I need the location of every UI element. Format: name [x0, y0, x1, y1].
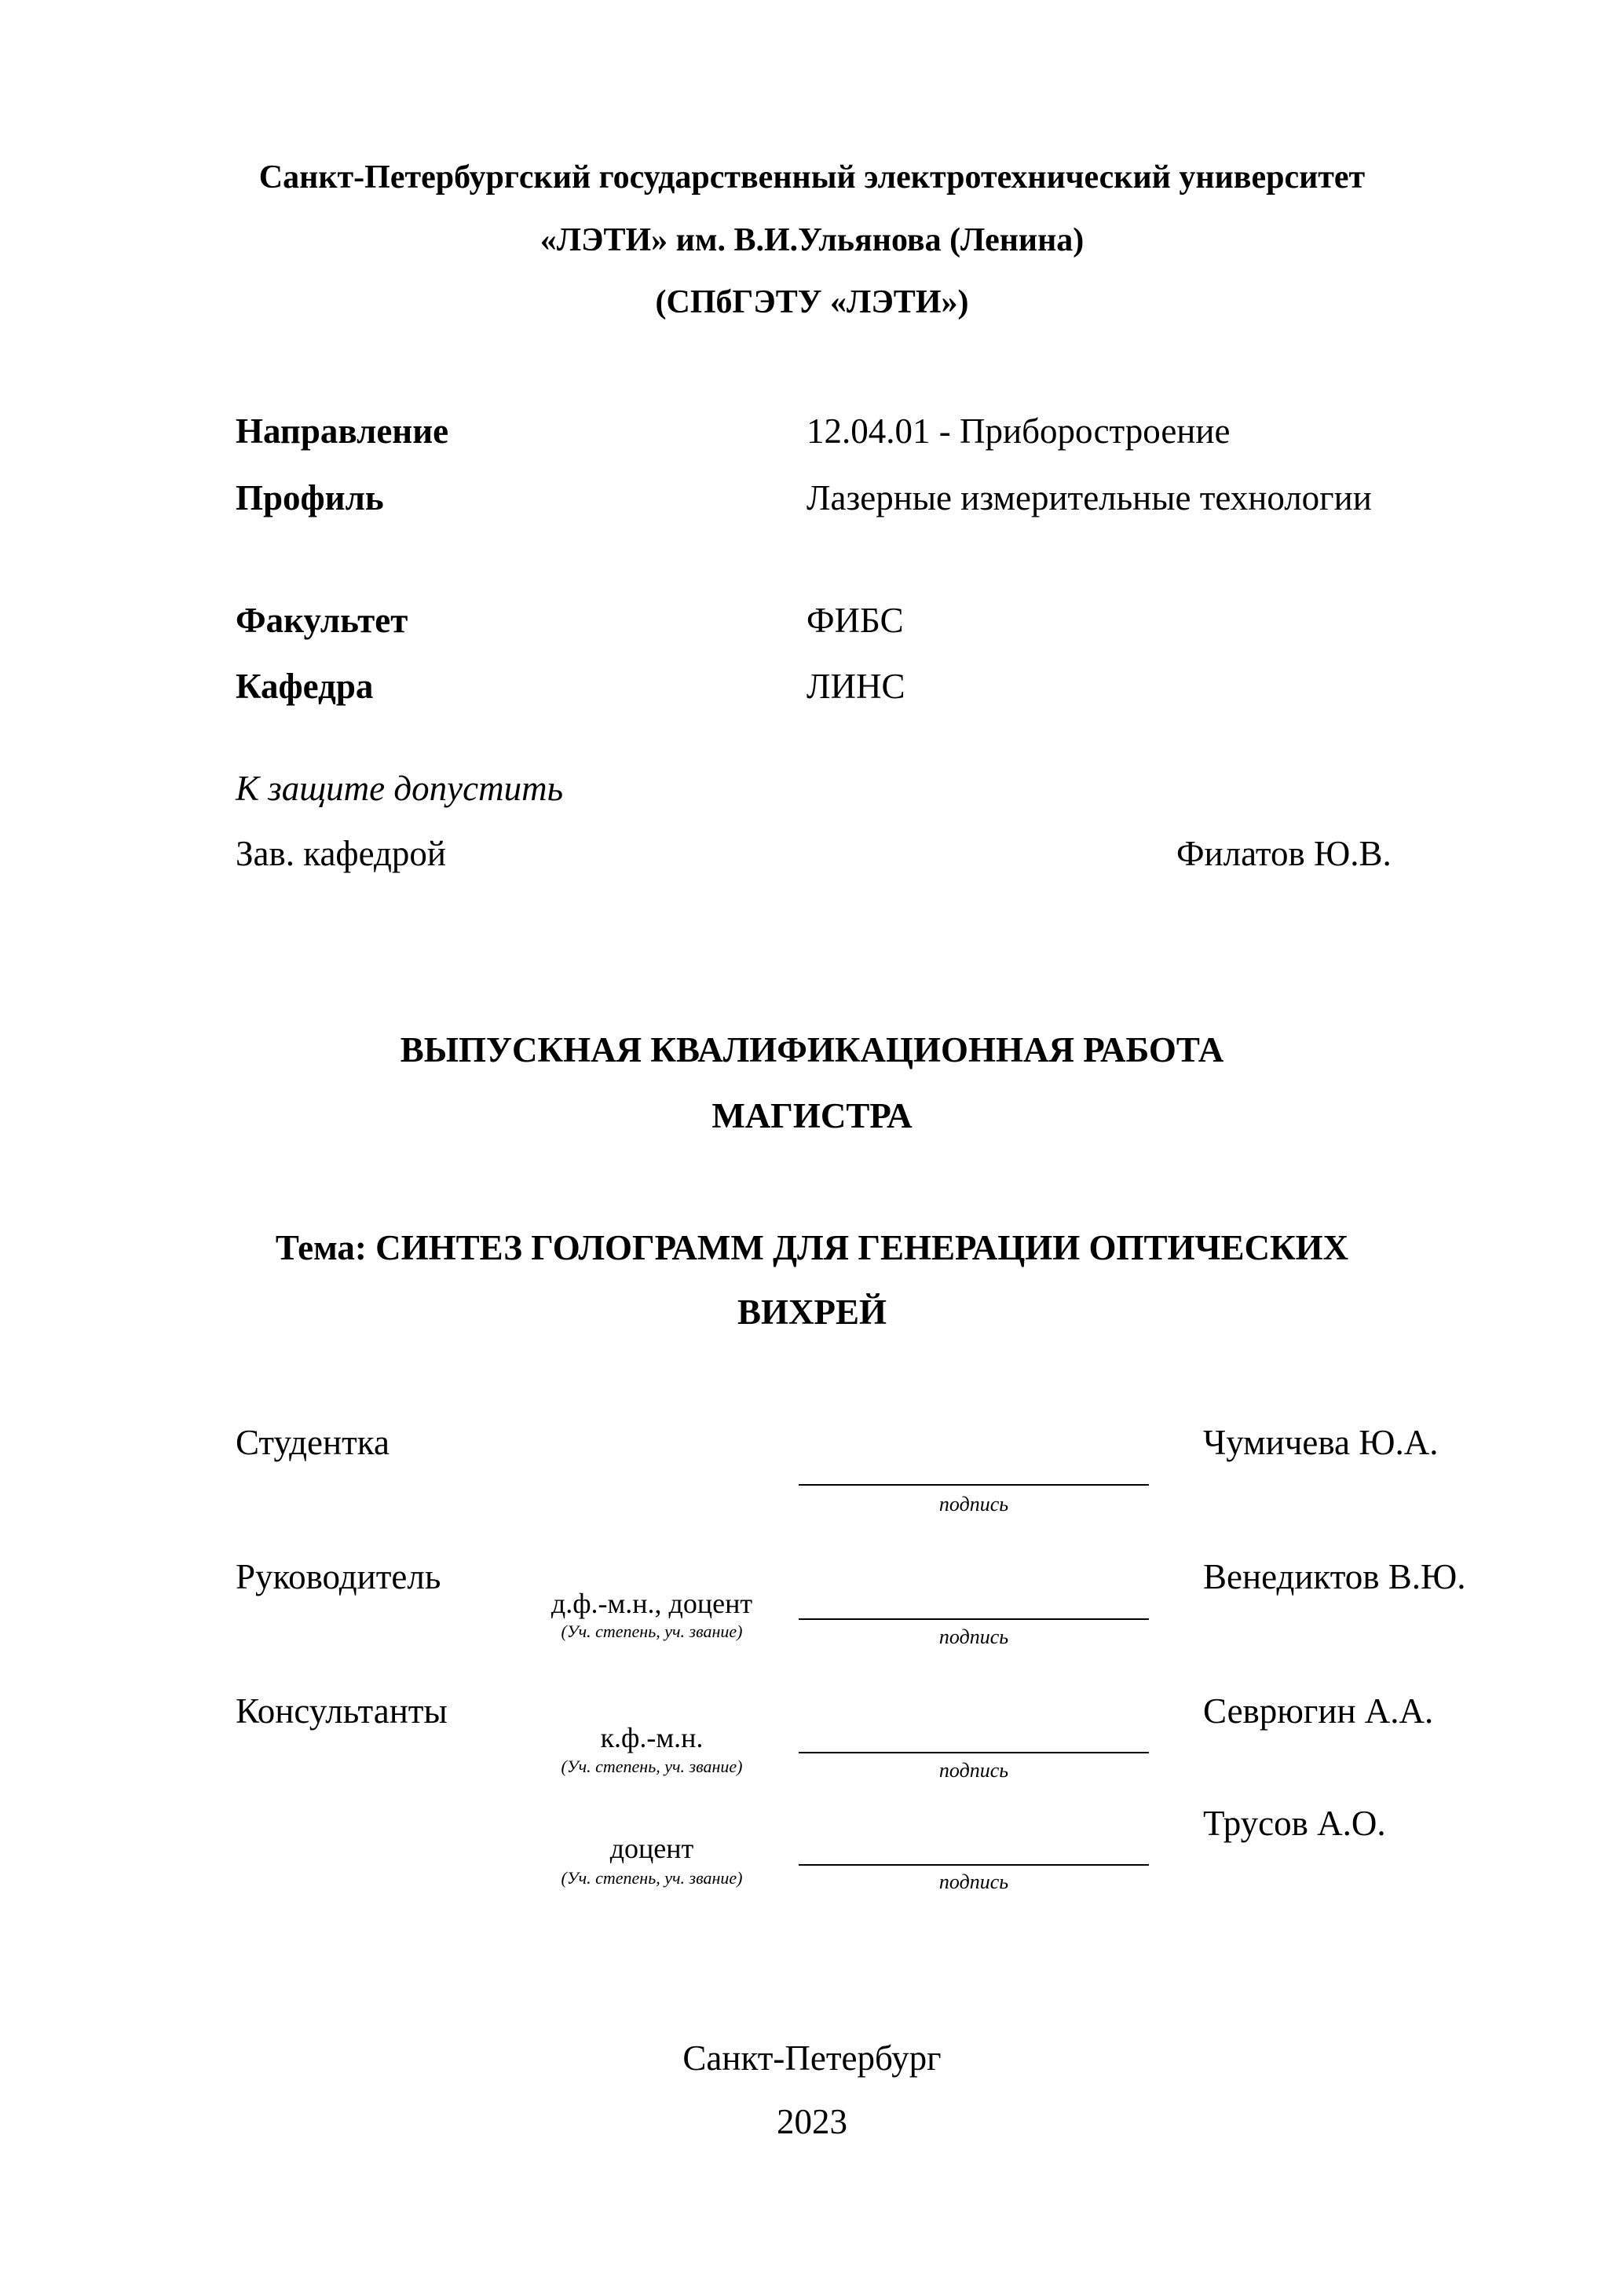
university-name: Санкт-Петербургский государственный электротехнический университет: [258, 159, 1366, 196]
consultant2-degree: доцент: [609, 1833, 694, 1864]
faculty-value: ФИБС: [807, 601, 904, 640]
supervisor-signature-line: [799, 1618, 1149, 1620]
profile-label: Профиль: [236, 478, 384, 517]
consultant1-name: Севрюгин А.А.: [1203, 1691, 1434, 1731]
department-value: ЛИНС: [807, 667, 905, 706]
approval-caption: К защите допустить: [236, 769, 564, 808]
direction-label: Направление: [236, 411, 449, 451]
direction-value: 12.04.01 - Приборостроение: [807, 411, 1231, 451]
supervisor-role: Руководитель: [236, 1557, 441, 1596]
university-name-line2: «ЛЭТИ» им. В.И.Ульянова (Ленина): [540, 222, 1084, 258]
head-of-department-label: Зав. кафедрой: [236, 834, 446, 873]
work-degree: МАГИСТРА: [711, 1096, 913, 1135]
work-type: ВЫПУСКНАЯ КВАЛИФИКАЦИОННАЯ РАБОТА: [400, 1030, 1224, 1069]
consultants-role: Консультанты: [236, 1691, 448, 1731]
supervisor-degree: д.ф.-м.н., доцент: [550, 1588, 753, 1619]
head-of-department-name: Филатов Ю.В.: [1176, 834, 1392, 873]
rank-caption: (Уч. степень, уч. звание): [561, 1757, 743, 1776]
work-topic-line2: ВИХРЕЙ: [737, 1292, 887, 1332]
consultant2-signature-line: [799, 1864, 1149, 1866]
profile-value: Лазерные измерительные технологии: [807, 478, 1372, 517]
consultant1-degree: к.ф.-м.н.: [600, 1722, 704, 1753]
consultant2-name: Трусов А.О.: [1203, 1804, 1386, 1843]
year: 2023: [777, 2102, 847, 2141]
signature-caption: подпись: [938, 1870, 1009, 1893]
work-topic: Тема: СИНТЕЗ ГОЛОГРАММ ДЛЯ ГЕНЕРАЦИИ ОПТИЧЕСКИХ: [275, 1228, 1349, 1267]
signature-caption: подпись: [938, 1759, 1009, 1782]
signature-caption: подпись: [938, 1493, 1009, 1515]
faculty-label: Факультет: [236, 601, 408, 640]
supervisor-name: Венедиктов В.Ю.: [1203, 1557, 1466, 1596]
rank-caption: (Уч. степень, уч. звание): [561, 1868, 743, 1888]
student-role: Студентка: [236, 1423, 390, 1462]
university-abbreviation: (СПбГЭТУ «ЛЭТИ»): [655, 284, 969, 320]
city: Санкт-Петербург: [682, 2038, 942, 2078]
department-label: Кафедра: [236, 667, 374, 706]
student-signature-line: [799, 1484, 1149, 1486]
signature-caption: подпись: [938, 1625, 1009, 1648]
consultant1-signature-line: [799, 1752, 1149, 1753]
student-name: Чумичева Ю.А.: [1203, 1423, 1439, 1462]
rank-caption: (Уч. степень, уч. звание): [561, 1621, 743, 1641]
